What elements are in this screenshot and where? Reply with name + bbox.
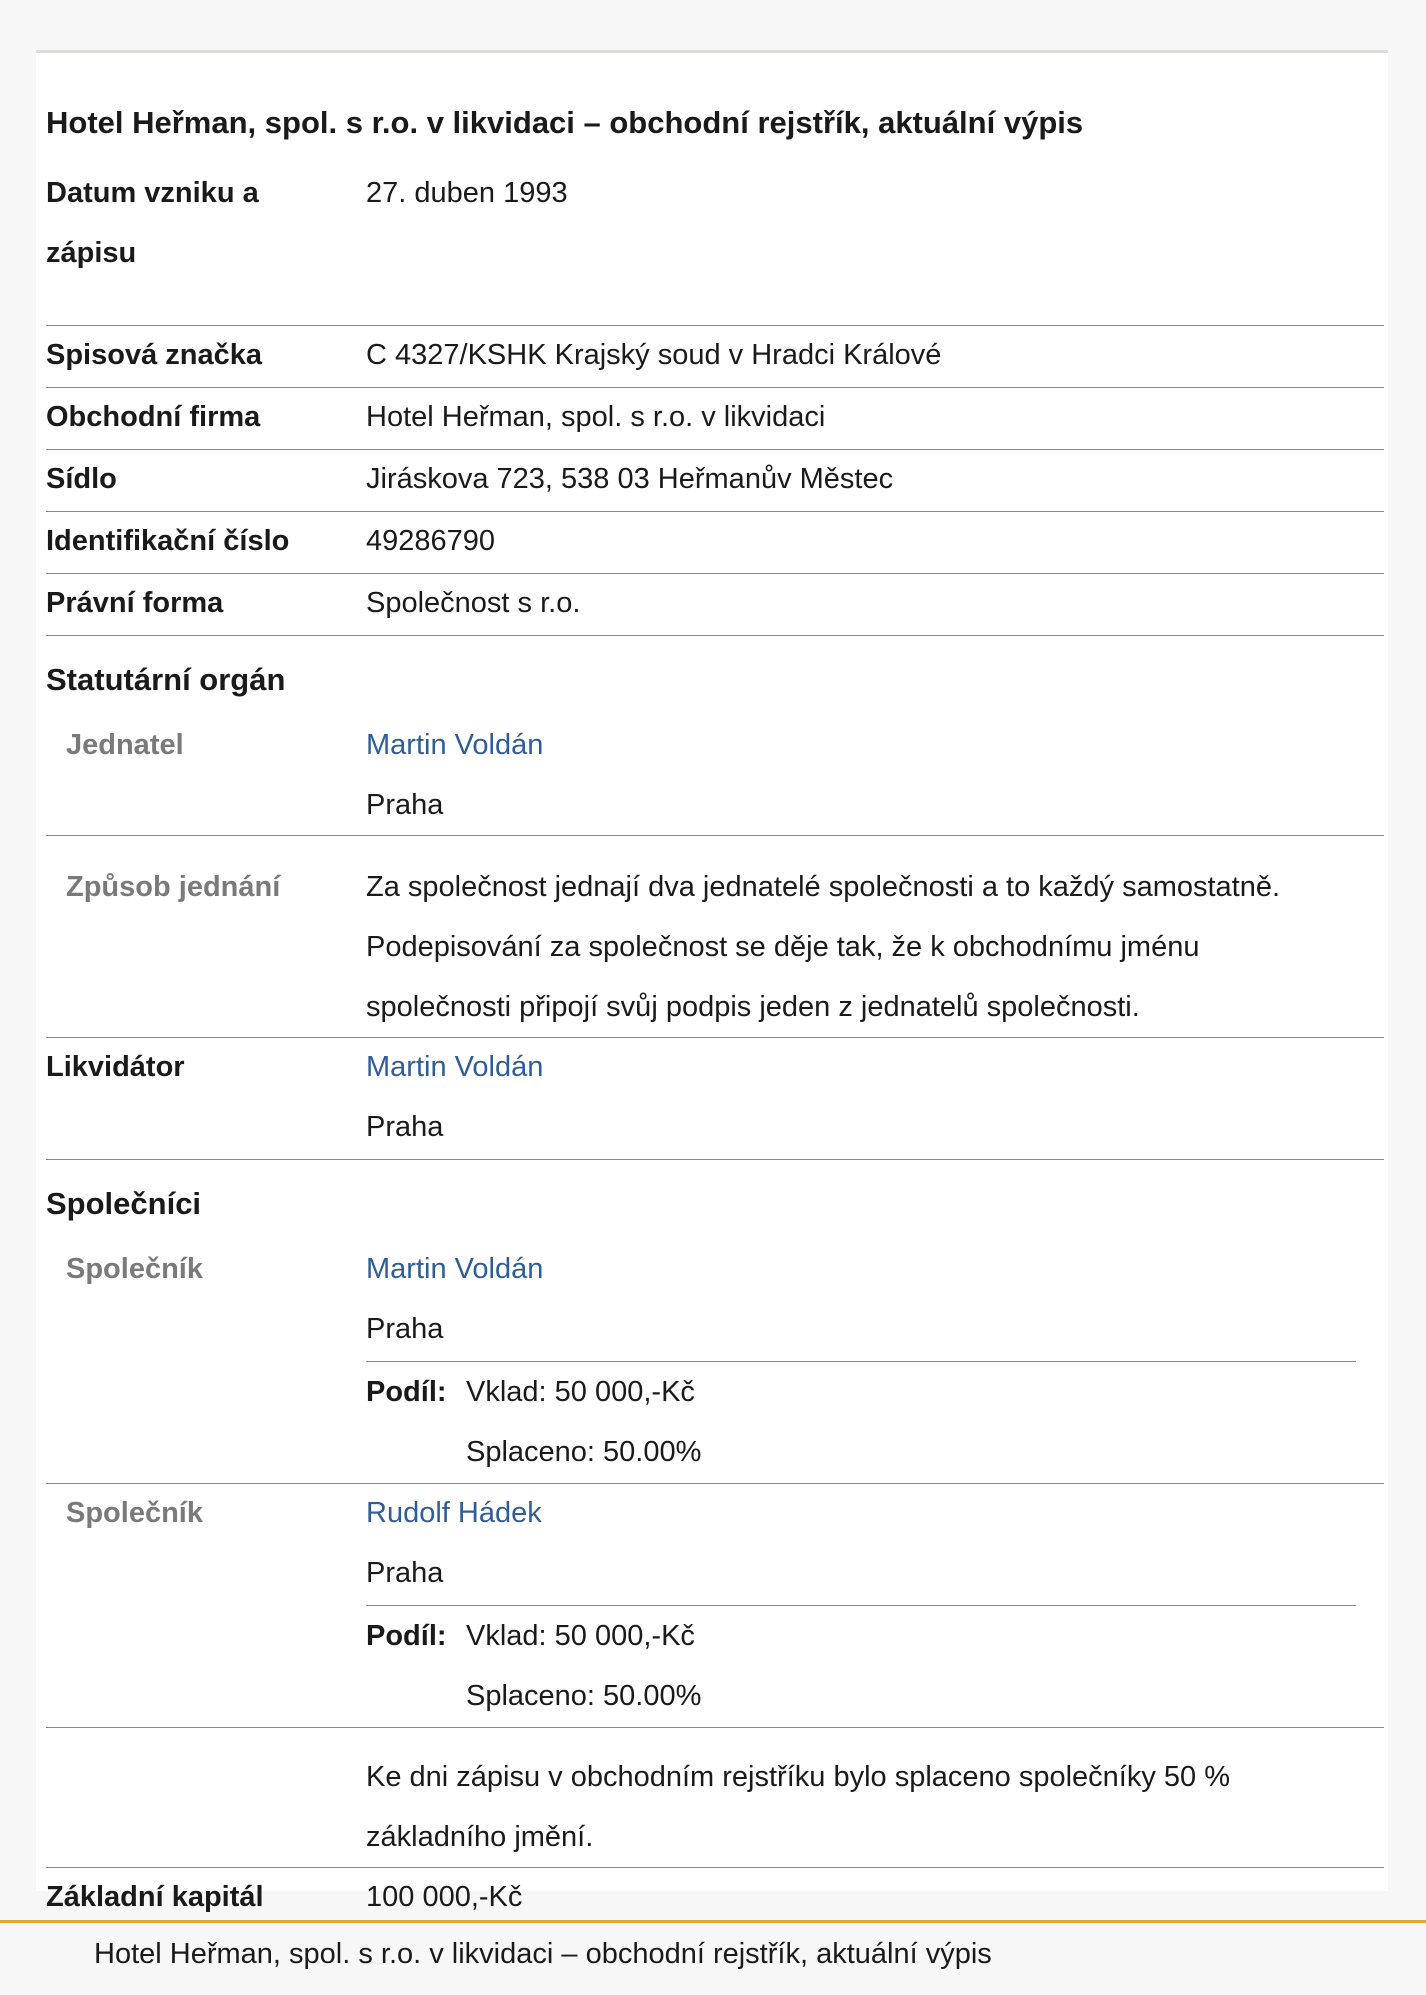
field-value: C 4327/KSHK Krajský soud v Hradci Králové xyxy=(366,339,942,371)
share-label: Podíl: xyxy=(366,1620,447,1652)
share-label: Podíl: xyxy=(366,1376,447,1408)
capital-label: Základní kapitál xyxy=(46,1881,264,1913)
person-link[interactable]: Rudolf Hádek xyxy=(366,1497,542,1529)
conduct-line: Za společnost jednají dva jednatelé společnosti a to každý samostatně. xyxy=(366,871,1281,903)
person-city: Praha xyxy=(366,1111,444,1143)
conduct-label: Způsob jednání xyxy=(66,871,281,903)
field-value: Hotel Heřman, spol. s r.o. v likvidaci xyxy=(366,401,826,433)
conduct-line: Podepisování za společnost se děje tak, že k obchodnímu jménu xyxy=(366,931,1200,963)
share-block xyxy=(366,1605,1356,1728)
conduct-line: společnosti připojí svůj podpis jeden z jednatelů společnosti. xyxy=(366,991,1140,1023)
field-row-founded xyxy=(46,163,1384,326)
role-label: Společník xyxy=(66,1253,203,1285)
field-value: Jiráskova 723, 538 03 Heřmanův Městec xyxy=(366,463,894,495)
person-city: Praha xyxy=(366,789,444,821)
note-line: základního jmění. xyxy=(366,1821,594,1853)
share-deposit: Vklad: 50 000,-Kč xyxy=(466,1376,695,1408)
field-value: 49286790 xyxy=(366,525,496,557)
field-label: Sídlo xyxy=(46,463,117,495)
record-card xyxy=(36,50,1388,1913)
page-footer xyxy=(0,1920,1426,1995)
field-label: Obchodní firma xyxy=(46,401,261,433)
role-label: Jednatel xyxy=(66,729,184,761)
partner-row xyxy=(46,1239,1384,1484)
person-link[interactable]: Martin Voldán xyxy=(366,1051,544,1083)
section-heading-statutory: Statutární orgán xyxy=(46,662,286,697)
field-label: Spisová značka xyxy=(46,339,262,371)
person-link[interactable]: Martin Voldán xyxy=(366,1253,544,1285)
field-row-seat xyxy=(46,449,1384,512)
person-link[interactable]: Martin Voldán xyxy=(366,729,544,761)
field-label-cont: zápisu xyxy=(46,237,137,269)
share-block xyxy=(366,1361,1356,1484)
conduct-row xyxy=(46,835,1384,1038)
field-label: Právní forma xyxy=(46,587,224,619)
footer-text: Hotel Heřman, spol. s r.o. v likvidaci – obchodní rejstřík, aktuální výpis xyxy=(94,1938,992,1970)
section-heading-partners: Společníci xyxy=(46,1186,202,1221)
field-row-file-number xyxy=(46,325,1384,388)
share-paid: Splaceno: 50.00% xyxy=(466,1436,702,1468)
field-row-id-number xyxy=(46,511,1384,574)
statutory-member-row xyxy=(46,715,1384,836)
partners-note-row xyxy=(46,1727,1384,1868)
field-label: Identifikační číslo xyxy=(46,525,290,557)
page-title: Hotel Heřman, spol. s r.o. v likvidaci – obchodní rejstřík, aktuální výpis xyxy=(46,105,1084,140)
field-value: Společnost s r.o. xyxy=(366,587,581,619)
field-row-business-name xyxy=(46,387,1384,450)
person-city: Praha xyxy=(366,1313,444,1345)
liquidator-row xyxy=(46,1037,1384,1160)
role-label: Společník xyxy=(66,1497,203,1529)
capital-value: 100 000,-Kč xyxy=(366,1881,523,1913)
liquidator-label: Likvidátor xyxy=(46,1051,185,1083)
field-label: Datum vzniku a xyxy=(46,177,259,209)
person-city: Praha xyxy=(366,1557,444,1589)
note-line: Ke dni zápisu v obchodním rejstříku bylo splaceno společníky 50 % xyxy=(366,1761,1231,1793)
field-value: 27. duben 1993 xyxy=(366,177,568,209)
partner-row xyxy=(46,1483,1384,1728)
share-deposit: Vklad: 50 000,-Kč xyxy=(466,1620,695,1652)
field-row-legal-form xyxy=(46,573,1384,636)
share-paid: Splaceno: 50.00% xyxy=(466,1680,702,1712)
